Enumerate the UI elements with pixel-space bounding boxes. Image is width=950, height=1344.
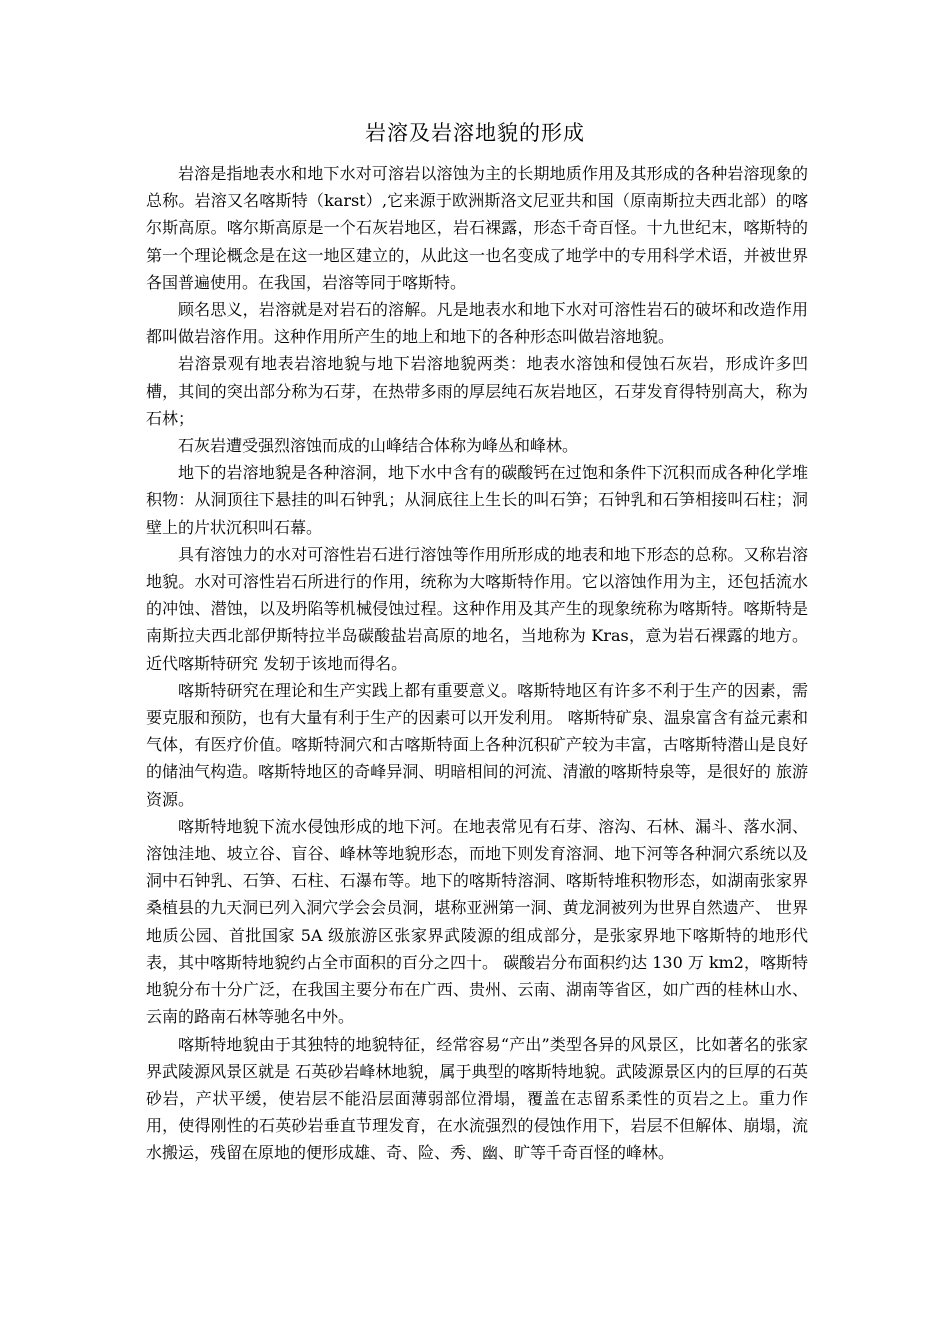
paragraph-peak-forest: 石灰岩遭受强烈溶蚀而成的山峰结合体称为峰丛和峰林。 [178,436,579,456]
paragraph-underground-rivers: 喀斯特地貌下流水侵蚀形成的地下河。在地表常见有石芽、溶沟、石林、漏斗、落水洞、溶蚀洼地、坡立谷、盲谷、峰林等地貌形态，而地下则发育溶洞、地下河等各种洞穴系统以及洞中石钟乳、石笋、石柱、石瀑布等。地下的喀斯特溶洞、喀斯特堆积物形态，如湖南张家界桑植县的九天洞已列入洞穴学会会员洞，堪称亚洲第一洞、黄龙洞被列为世界自然遗产、 世界地质公园、首批国家 5A 级旅游区张家界武陵源的组成部分，是张家界地下喀斯特的地形代表，其中喀斯特地貌约占全市面积的百分之四十。 碳酸岩分布面积约达 130 万 km2，喀斯特地貌分布十分广泛，在我国主要分布在广西、贵州、云南、湖南等省区，如广西的桂林山水、云南的路南石林等驰名中外。 [146,816,808,1027]
paragraph-landform-types: 岩溶景观有地表岩溶地貌与地下岩溶地貌两类：地表水溶蚀和侵蚀石灰岩，形成许多凹槽，其间的突出部分称为石芽，在热带多雨的厚层纯石灰岩地区，石芽发育得特别高大，称为石林； [146,354,808,428]
paragraph-karst-process: 具有溶蚀力的水对可溶性岩石进行溶蚀等作用所形成的地表和地下形态的总称。又称岩溶地貌。水对可溶性岩石所进行的作用，统称为大喀斯特作用。它以溶蚀作用为主，还包括流水的冲蚀、潜蚀，以及坍陷等机械侵蚀过程。这种作用及其产生的现象统称为喀斯特。喀斯特是南斯拉夫西北部伊斯特拉半岛碳酸盐岩高原的地名，当地称为 Kras，意为岩石裸露的地方。近代喀斯特研究 发轫于该地而得名。 [146,544,808,673]
paragraph-underground-landforms: 地下的岩溶地貌是各种溶洞，地下水中含有的碳酸钙在过饱和条件下沉积而成各种化学堆积物：从洞顶往下悬挂的叫石钟乳；从洞底往上生长的叫石笋；石钟乳和石笋相接叫石柱；洞壁上的片状沉积叫石幕。 [146,463,808,537]
document-body [146,160,808,1167]
paragraph-karst-meaning: 顾名思义，岩溶就是对岩石的溶解。凡是地表水和地下水对可溶性岩石的破坏和改造作用都叫做岩溶作用。这种作用所产生的地上和地下的各种形态叫做岩溶地貌。 [146,300,808,347]
paragraph-research-significance: 喀斯特研究在理论和生产实践上都有重要意义。喀斯特地区有许多不利于生产的因素，需要克服和预防，也有大量有利于生产的因素可以开发利用。 喀斯特矿泉、温泉富含有益元素和气体，有医疗价值。喀斯特洞穴和古喀斯特面上各种沉积矿产较为丰富，古喀斯特潜山是良好的储油气构造。喀斯特地区的奇峰异洞、明暗相间的河流、清澈的喀斯特泉等，是很好的 旅游资源。 [146,680,808,809]
paragraph-karst-definition: 岩溶是指地表水和地下水对可溶岩以溶蚀为主的长期地质作用及其形成的各种岩溶现象的总称。岩溶又名喀斯特（karst）,它来源于欧洲斯洛文尼亚共和国（原南斯拉夫西北部）的喀尔斯高原。喀尔斯高原是一个石灰岩地区，岩石裸露，形态千奇百怪。十九世纪末，喀斯特的第一个理论概念是在这一地区建立的，从此这一也名变成了地学中的专用科学术语，并被世界各国普遍使用。在我国，岩溶等同于喀斯特。 [146,164,808,292]
paragraph-scenic-areas: 喀斯特地貌由于其独特的地貌特征，经常容易“产出”类型各异的风景区，比如著名的张家界武陵源风景区就是 石英砂岩峰林地貌，属于典型的喀斯特地貌。武陵源景区内的巨厚的石英砂岩，产状平缓，使岩层不能沿层面薄弱部位滑塌，覆盖在志留系柔性的页岩之上。重力作用，使得刚性的石英砂岩垂直节理发育，在水流强烈的侵蚀作用下，岩层不但解体、崩塌，流水搬运，残留在原地的便形成雄、奇、险、秀、幽、旷等千奇百怪的峰林。 [146,1034,808,1163]
document-title: 岩溶及岩溶地貌的形成 [365,121,585,145]
